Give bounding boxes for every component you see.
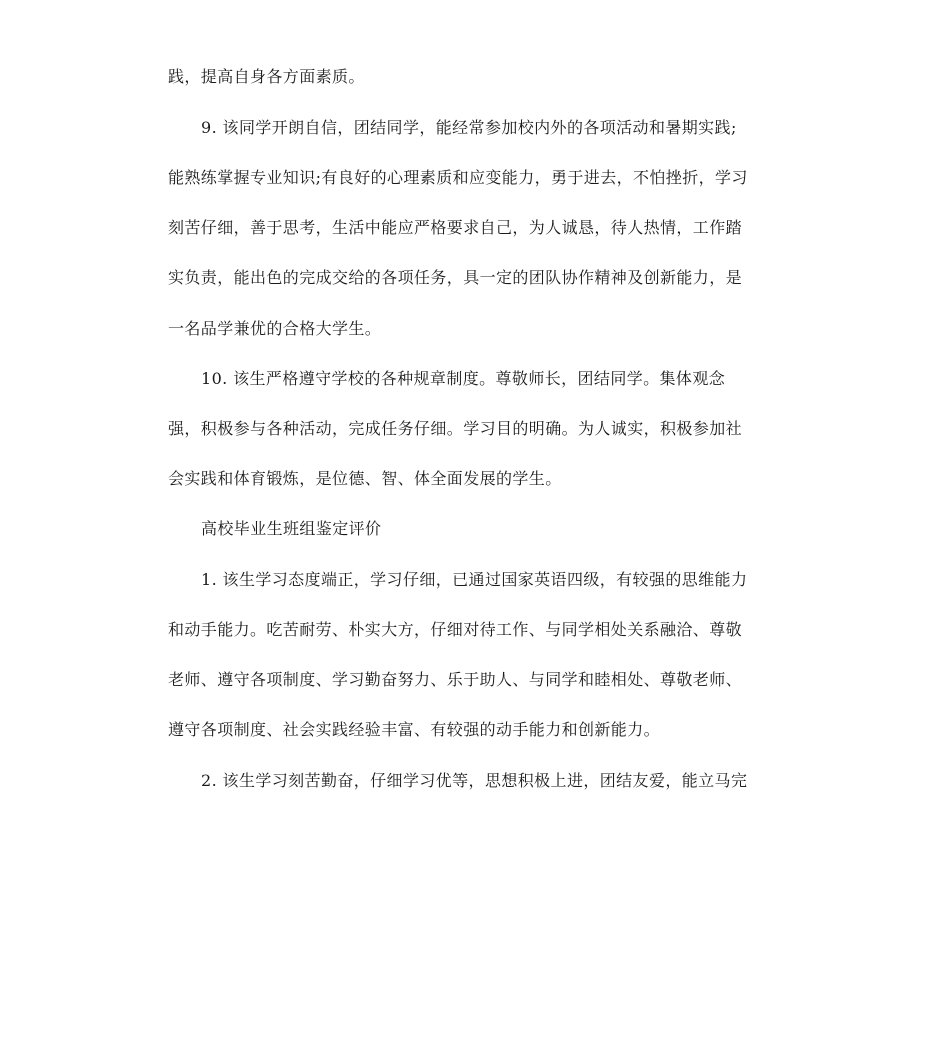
text-line: 和动手能力。吃苦耐劳、朴实大方，仔细对待工作、与同学相处关系融洽、尊敬 — [168, 620, 743, 639]
text-line: 会实践和体育锻炼，是位德、智、体全面发展的学生。 — [168, 469, 562, 488]
text-line: 老师、遵守各项制度、学习勤奋努力、乐于助人、与同学和睦相处、尊敬老师、 — [168, 670, 743, 689]
text-line: 实负责，能出色的完成交给的各项任务，具一定的团队协作精神及创新能力，是 — [168, 268, 743, 287]
text-line: 一名品学兼优的合格大学生。 — [168, 319, 382, 338]
section-heading: 高校毕业生班组鉴定评价 — [201, 519, 382, 538]
text-line: 践，提高自身各方面素质。 — [168, 67, 365, 86]
paragraph-10-start: 10. 该生严格遵守学校的各种规章制度。尊敬师长，团结同学。集体观念 — [201, 369, 726, 388]
text-line: 刻苦仔细，善于思考，生活中能应严格要求自己，为人诚恳，待人热情，工作踏 — [168, 218, 743, 237]
text-line: 遵守各项制度、社会实践经验丰富、有较强的动手能力和创新能力。 — [168, 720, 661, 739]
text-line: 强，积极参与各种活动，完成任务仔细。学习目的明确。为人诚实，积极参加社 — [168, 419, 743, 438]
text-line: 能熟练掌握专业知识;有良好的心理素质和应变能力，勇于进去，不怕挫折，学习 — [168, 168, 748, 187]
paragraph-9-start: 9. 该同学开朗自信，团结同学，能经常参加校内外的各项活动和暑期实践; — [201, 118, 737, 137]
paragraph-1-start: 1. 该生学习态度端正，学习仔细，已通过国家英语四级，有较强的思维能力 — [201, 570, 748, 589]
paragraph-2-start: 2. 该生学习刻苦勤奋，仔细学习优等，思想积极上进，团结友爱，能立马完 — [201, 771, 748, 790]
